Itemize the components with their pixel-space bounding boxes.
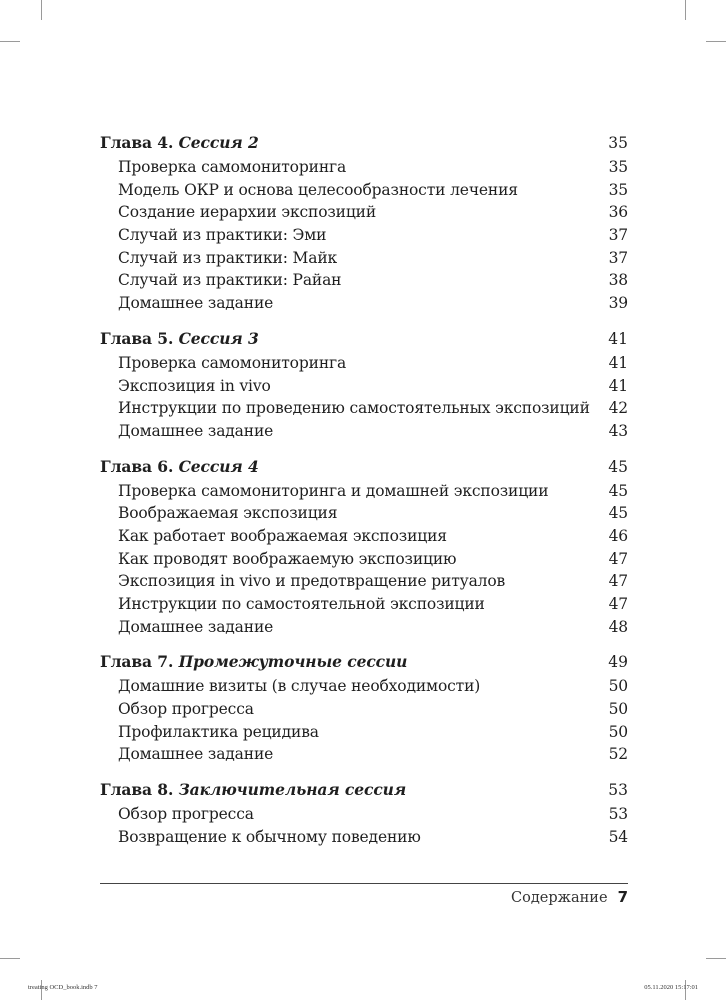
toc-entry-label: Домашнее задание [118, 421, 274, 440]
toc-entry[interactable] [100, 525, 628, 548]
toc-entry-page-number: 39 [608, 294, 628, 313]
table-of-contents [100, 131, 628, 861]
print-slug-timestamp: 05.11.2020 15:17:01 [644, 984, 698, 991]
toc-entry[interactable] [100, 292, 628, 315]
chapter-heading-label [100, 327, 259, 351]
toc-chapter-heading[interactable] [100, 131, 628, 155]
toc-entry-page-number: 50 [608, 677, 628, 696]
toc-entry-label: Как проводят воображаемую экспозицию [118, 549, 457, 568]
toc-entry[interactable] [100, 721, 628, 744]
toc-entry-page-number: 45 [608, 504, 628, 523]
toc-entry-label: Домашнее задание [118, 294, 274, 313]
toc-entry-label: Инструкции по самостоятельной экспозиции [118, 595, 485, 613]
toc-entry[interactable] [100, 224, 628, 247]
toc-entry-page-number: 35 [608, 158, 628, 176]
toc-entry[interactable] [100, 570, 628, 593]
print-slug-file: treating OCD_book.indb 7 [28, 984, 98, 991]
toc-entry-page-number: 37 [608, 248, 628, 267]
toc-chapter-heading[interactable] [100, 650, 628, 674]
toc-entry-page-number: 52 [608, 745, 628, 764]
chapter-number: Глава 8. [100, 780, 174, 800]
toc-chapter [100, 131, 628, 315]
toc-entry-label: Обзор прогресса [118, 805, 254, 824]
footer-rule [100, 883, 628, 884]
toc-entry[interactable] [100, 352, 628, 375]
toc-entry-label: Проверка самомониторинга [118, 353, 347, 372]
toc-entry[interactable] [100, 156, 628, 179]
toc-entry-page-number: 41 [608, 353, 628, 372]
toc-entry-label: Случай из практики: Майк [118, 248, 338, 267]
toc-entry-page-number: 54 [608, 827, 628, 846]
crop-mark-left-bottom [0, 958, 20, 959]
toc-entry[interactable] [100, 397, 628, 420]
crop-mark-top-left [41, 0, 42, 20]
crop-mark-left-top [0, 41, 20, 42]
chapter-title: Заключительная сессия [178, 780, 407, 800]
toc-entry[interactable] [100, 698, 628, 721]
toc-chapter-heading[interactable] [100, 455, 628, 479]
toc-chapter [100, 455, 628, 639]
toc-entry[interactable] [100, 480, 628, 503]
toc-entry[interactable] [100, 803, 628, 826]
chapter-title: Сессия 3 [178, 328, 259, 348]
toc-entry[interactable] [100, 675, 628, 698]
toc-entry-label: Случай из практики: Эми [118, 226, 327, 245]
toc-entry-label: Домашние визиты (в случае необходимости) [118, 677, 481, 696]
toc-chapter [100, 778, 628, 848]
toc-entry[interactable] [100, 269, 628, 292]
toc-entry-label: Воображаемая экспозиция [118, 504, 338, 523]
toc-entry-label: Модель ОКР и основа целесообразности лечения [118, 180, 518, 199]
toc-item-list [100, 675, 628, 766]
toc-entry-page-number: 47 [608, 549, 628, 568]
toc-chapter [100, 650, 628, 766]
toc-entry-page-number: 41 [608, 376, 628, 395]
running-footer [511, 885, 628, 909]
toc-entry-label: Случай из практики: Райан [118, 271, 342, 290]
toc-entry-page-number: 38 [608, 271, 628, 290]
chapter-number: Глава 7. [100, 652, 174, 672]
chapter-heading-label [100, 131, 259, 155]
toc-entry-page-number: 47 [608, 595, 628, 613]
chapter-title: Сессия 2 [178, 133, 259, 152]
toc-entry-label: Возвращение к обычному поведению [118, 827, 421, 846]
toc-entry[interactable] [100, 201, 628, 224]
toc-item-list [100, 352, 628, 443]
toc-entry-label: Как работает воображаемая экспозиция [118, 526, 447, 545]
toc-chapter [100, 327, 628, 443]
toc-entry-label: Экспозиция in vivo [118, 376, 271, 395]
toc-entry[interactable] [100, 375, 628, 398]
chapter-number: Глава 6. [100, 456, 174, 476]
chapter-heading-label [100, 778, 406, 802]
chapter-title: Промежуточные сессии [178, 652, 408, 672]
toc-entry[interactable] [100, 420, 628, 443]
toc-entry-page-number: 47 [608, 572, 628, 591]
toc-entry[interactable] [100, 616, 628, 639]
chapter-number: Глава 4. [100, 133, 174, 152]
crop-mark-right-top [706, 41, 726, 42]
chapter-page-number: 41 [608, 329, 628, 348]
chapter-title: Сессия 4 [178, 456, 259, 476]
chapter-heading-label [100, 455, 259, 479]
toc-item-list [100, 480, 628, 639]
crop-mark-top-right [685, 0, 686, 20]
toc-item-list [100, 156, 628, 315]
toc-entry-label: Создание иерархии экспозиций [118, 203, 377, 222]
toc-entry-label: Проверка самомониторинга [118, 158, 347, 176]
toc-entry-page-number: 36 [608, 203, 628, 222]
toc-entry-page-number: 50 [608, 722, 628, 741]
crop-mark-right-bottom [706, 958, 726, 959]
chapter-heading-label [100, 650, 407, 674]
chapter-page-number: 49 [608, 653, 628, 672]
toc-entry-label: Экспозиция in vivo и предотвращение ритуалов [118, 572, 506, 591]
toc-entry-label: Проверка самомониторинга и домашней экспозиции [118, 481, 549, 500]
toc-entry[interactable] [100, 247, 628, 270]
toc-entry-page-number: 53 [608, 805, 628, 824]
toc-entry-page-number: 35 [608, 180, 628, 199]
toc-entry-page-number: 43 [608, 421, 628, 440]
toc-entry-page-number: 50 [608, 700, 628, 719]
toc-chapter-heading[interactable] [100, 327, 628, 351]
footer-page-number: 7 [617, 888, 628, 906]
toc-entry[interactable] [100, 548, 628, 571]
toc-entry-label: Домашнее задание [118, 745, 274, 764]
toc-entry-page-number: 45 [608, 481, 628, 500]
toc-entry-page-number: 48 [608, 617, 628, 636]
toc-entry-label: Домашнее задание [118, 617, 274, 636]
chapter-page-number: 45 [608, 457, 628, 476]
toc-entry[interactable] [100, 502, 628, 525]
toc-entry-page-number: 42 [608, 399, 628, 418]
toc-entry[interactable] [100, 826, 628, 849]
toc-entry-label: Профилактика рецидива [118, 722, 319, 741]
chapter-number: Глава 5. [100, 328, 174, 348]
chapter-page-number: 35 [608, 134, 628, 152]
chapter-page-number: 53 [608, 781, 628, 800]
toc-entry[interactable] [100, 593, 628, 616]
toc-entry[interactable] [100, 179, 628, 202]
toc-entry-label: Инструкции по проведению самостоятельных экспозиций [118, 399, 590, 418]
toc-entry-page-number: 46 [608, 526, 628, 545]
toc-entry-label: Обзор прогресса [118, 700, 254, 719]
toc-chapter-heading[interactable] [100, 778, 628, 802]
toc-entry[interactable] [100, 743, 628, 766]
toc-entry-page-number: 37 [608, 226, 628, 245]
footer-section-label: Содержание [511, 890, 608, 906]
toc-item-list [100, 803, 628, 848]
